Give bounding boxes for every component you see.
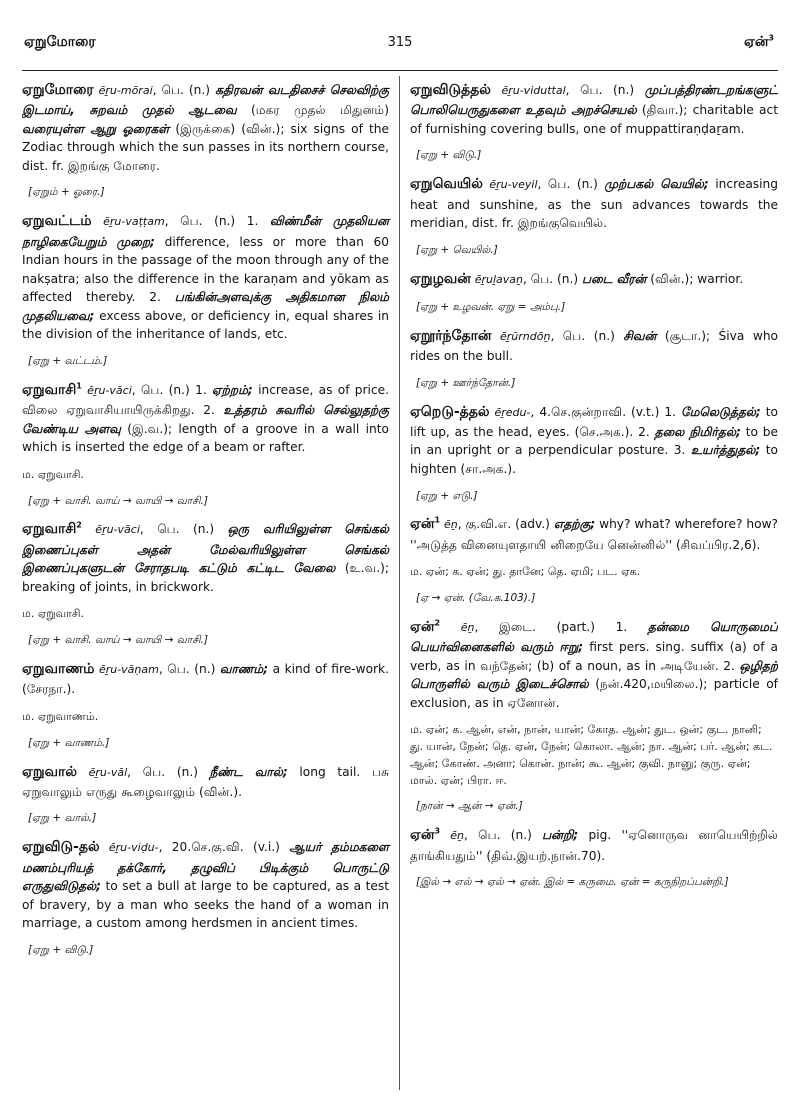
pos: , பெ. (n.)	[464, 828, 543, 843]
etymology: [ஏறு + வாசி. வாய் → வாயி → வாசி.]	[28, 634, 208, 647]
headword-text: ஏன்	[410, 827, 435, 844]
entry	[410, 326, 778, 392]
etymology: [ஏறு + விடு.]	[28, 943, 94, 956]
homonym-number: 1	[76, 381, 82, 391]
cognates: ம. ஏன்; க. ஏன்; து. தானே; தெ. ஏமி; பட. ஏக.	[410, 565, 641, 579]
tamil-sense: சிவன்	[623, 328, 657, 343]
tamil-sense: எதற்கு;	[553, 517, 596, 532]
definition-text: to highten (சா.அக.).	[410, 443, 778, 476]
definition-text: a kind of fire-work. (சேரநா.).	[22, 662, 389, 697]
entry	[22, 837, 389, 958]
headword: ஏறுவாணம்	[22, 661, 95, 678]
pos: , பெ. (n.)	[152, 83, 211, 97]
entry	[410, 174, 778, 258]
transliteration: ēṟu-mōrai	[98, 84, 153, 97]
etymology: [ஏறு + எடு.]	[416, 489, 478, 502]
definition-text: excess above, or deficiency in, equal shares in the division of the inheritance of lands, etc.	[22, 308, 389, 342]
entry	[22, 211, 389, 370]
transliteration: ēṉ	[460, 620, 475, 634]
etymology: [ஏறு + வட்டம்.]	[28, 354, 108, 367]
etymology: [நான் → ஆன் → ஏன்.]	[416, 800, 523, 813]
transliteration: ēṟedu-	[494, 405, 531, 419]
pos: , 20.செ.கு.வி. (v.i.)	[158, 840, 290, 855]
cognates: ம. ஏறுவாசி.	[22, 607, 84, 621]
headword	[22, 382, 82, 398]
entry	[22, 380, 389, 510]
definition-text: (திவா.); charitable act of furnishing covering bulls, one of muppattiraṇḍaṟam.	[410, 103, 778, 136]
pos: , பெ. (n.)	[523, 271, 583, 286]
left-column	[22, 76, 400, 1090]
transliteration: ēṉ	[443, 518, 458, 532]
tamil-sense: ஏற்றம்;	[212, 382, 253, 397]
tamil-sense: பங்கின்அளவுக்கு அதிகமான நிலம் முதலியவை;	[22, 290, 389, 323]
definition-text: to lift up, as the head, eyes. (செ.அக.). 2.	[410, 404, 778, 439]
definition-text: (இருக்கை) (வின்.); six signs of the Zodiac through which the sun passes in its northern course, dist. fr. இறங்கு மோரை.	[22, 121, 389, 173]
definition-text: (சூடா.); Śiva who rides on the bull.	[410, 328, 778, 364]
definition-text: increase, as of price. விலை ஏறுவாசியாயிருக்கிறது. 2.	[22, 382, 389, 418]
transliteration: ēṟu-vāci	[87, 383, 132, 397]
headword	[410, 827, 440, 843]
tamil-sense: உயர்த்துதல்;	[690, 443, 761, 458]
etymology: [ஏறு + விடு.]	[416, 149, 482, 162]
tamil-sense: வரையுள்ள ஆறு ஓரைகள்	[22, 121, 170, 136]
tamil-sense: தலை நிமிர்தல்;	[654, 424, 741, 439]
transliteration: ēṟu-veyil	[489, 178, 538, 192]
entry	[22, 80, 389, 201]
pos: , இடை. (part.) 1.	[474, 619, 648, 634]
entry	[22, 519, 389, 649]
transliteration: ēṟu-vāci	[95, 523, 140, 537]
tamil-sense: முப்பத்திரண்டறங்களுட் பொலியெருதுகளை உதவும் அறச்செயல்	[410, 83, 778, 118]
tamil-sense: உத்தரம் சுவரில் செல்லுதற்கு வேண்டிய அளவு	[22, 403, 389, 436]
tamil-sense: விண்மீன் முதலியன நாழிகையேறும் முறை;	[22, 214, 389, 249]
headword	[22, 521, 82, 537]
etymology: [ஏறு + வாணம்.]	[28, 736, 110, 749]
headword: ஏறுவால்	[22, 763, 77, 780]
homonym-number: 2	[76, 520, 82, 530]
transliteration: ēṟuḻavaṉ	[474, 272, 523, 286]
definition-text: long tail. பசு ஏறுவாலும் எருது கூழைவாலும் (வின்.).	[22, 764, 389, 799]
tamil-sense: கதிரவன் வடதிசைச் செலவிற்கு இடமாய், சுறவம் முதல் ஆடவை	[22, 83, 390, 118]
pos: , பெ. (n.)	[127, 764, 210, 779]
page-header	[22, 24, 778, 58]
transliteration: ēṟu-viduttal	[501, 84, 566, 97]
entry	[22, 762, 389, 828]
cognates: ம. ஏன்; க. ஆன், என், நான், யான்; கோத. ஆன்; துட. ஒன்; குட. நானி; து. யான், நேன்; தெ. ஏன், நேன்; கொலா. ஆன்; நா. ஆன்; பர். ஆன்; கட. ஆன்; கோண். அனா; கொன். நான்; கூ. ஆன்; குவி. நானு; குரு. ஏன்; மால். ஏன்; பிரா. ஈ.	[410, 723, 773, 787]
pos: , பெ. (n.)	[158, 662, 220, 677]
headword: ஏறெடு-த்தல்	[410, 403, 490, 420]
tamil-sense: ஒரு வரியிலுள்ள செங்கல் இணைப்புகள் அதன் மேல்வரியிலுள்ள செங்கல் இணைப்புகளுடன் சேராதபடி கட்டும் கட்டிட வேலை	[22, 522, 390, 576]
etymology: [ஏறு + ஊர்ந்தோன்.]	[416, 376, 516, 389]
pos: , கு.வி.எ. (adv.)	[457, 517, 554, 532]
cognates: ம. ஏறுவாசி.	[22, 467, 84, 481]
tamil-sense: நீண்ட வால்;	[209, 764, 288, 779]
header-right-word: ஏன்	[743, 34, 769, 50]
entry	[410, 402, 778, 505]
tamil-sense: வாணம்;	[219, 662, 269, 677]
pos: , 4.செ.குன்றாவி. (v.t.) 1.	[530, 404, 681, 419]
headword-text: ஏன்	[410, 516, 435, 533]
headword: ஏறுழவன்	[410, 270, 471, 287]
definition-text: first pers. sing. suffix (a) of a verb, as in வந்தேன்; (b) of a noun, as in அடியேன். 2.	[410, 640, 778, 673]
definition-text: why? what? wherefore? how? ''அடுத்த வினையுளதாயி னிறையே னென்னில்'' (சிவப்பிர.2,6).	[410, 517, 778, 552]
definition-text: increasing heat and sunshine, as the sun advances towards the meridian, dist. fr. இறங்குவெயில்.	[410, 177, 778, 231]
etymology: [ஏறு + வால்.]	[28, 812, 97, 825]
headword: ஏறுவெயில்	[410, 176, 483, 193]
headword	[410, 516, 440, 532]
definition-text: to set a bull at large to be captured, as a test of bravery, by a man who seeks the hand of a woman in marriage, a custom among herdsmen in ancient times.	[22, 879, 389, 931]
pos: , பெ. (n.) 1.	[164, 214, 270, 229]
entry	[410, 269, 778, 316]
transliteration: ēṟu-vāṇam	[98, 663, 159, 677]
tamil-sense: ஒழிதற் பொருளில் வரும் இடைச்சொல்	[410, 658, 778, 692]
definition-text: difference, less or more than 60 Indian hours in the passage of the moon through any of the nakṣatra; also the difference in the karaṇam and yōkam as affected thereby. 2.	[22, 234, 390, 305]
tamil-sense: பன்றி;	[542, 828, 579, 843]
headword-text: ஏறுவாசி	[22, 521, 77, 538]
headword-text: ஏறுவாசி	[22, 381, 77, 398]
etymology: [இல் → எல் → ஏல் → ஏன். இல் = கருமை. ஏன் = கருநிறப்பன்றி.]	[416, 876, 729, 889]
definition-text: pig. ''ஏனொருவ னாயெயிற்றில் தாங்கியதும்'' (திவ்.இயற்.நான்.70).	[410, 828, 778, 863]
right-column	[400, 76, 778, 1090]
headword	[410, 619, 440, 635]
etymology: [ஏறு + வாசி. வாய் → வாயி → வாசி.]	[28, 494, 208, 507]
etymology: [ஏறு + வெயில்.]	[416, 243, 498, 256]
tamil-sense: படை வீரன்	[582, 271, 647, 286]
pos: , பெ. (n.) 1.	[131, 382, 213, 397]
homonym-number: 1	[434, 515, 441, 525]
headword: ஏறுமோரை	[22, 82, 94, 98]
entry	[410, 617, 778, 815]
transliteration: ēṟūrndōṉ	[499, 329, 551, 343]
definition-text: to be in an upright or a perpendicular posture. 3.	[410, 424, 778, 458]
headword-text: ஏன்	[410, 618, 435, 635]
transliteration: ēṉ	[450, 829, 465, 843]
entry	[410, 825, 778, 891]
header-right-sup: 3	[768, 33, 774, 43]
pos: , பெ. (n.)	[565, 83, 645, 97]
transliteration: ēṟu-viḍu-	[108, 841, 159, 855]
tamil-sense: தன்மை யொருமைப் பெயர்வினைகளில் வரும் ஈறு;	[410, 619, 778, 655]
etymology: [ஏ → ஏன். (வே.க.103).]	[416, 592, 536, 604]
entry-columns	[22, 76, 778, 1090]
entry	[410, 80, 778, 164]
pos: , பெ. (n.)	[139, 522, 228, 537]
headword: ஏறுவிடு-தல்	[22, 839, 100, 856]
headword: ஏறுவிடுத்தல்	[410, 82, 491, 98]
definition-text: (இ.வ.); length of a groove in a wall into which is inserted the edge of a beam or rafter.	[22, 421, 389, 455]
header-right-guide-word	[744, 32, 774, 53]
tamil-sense: மேலெடுத்தல்;	[680, 404, 761, 419]
etymology: [ஏறும் + ஓரை.]	[28, 186, 105, 199]
header-divider	[22, 70, 778, 71]
definition-text: (மகர முதல் மிதுனம்)	[236, 103, 389, 118]
tamil-sense: முற்பகல் வெயில்;	[604, 177, 709, 192]
headword: ஏறுவட்டம்	[22, 213, 92, 230]
transliteration: ēṟu-vaṭṭam	[103, 215, 165, 229]
pos: , பெ. (n.)	[550, 328, 624, 343]
cognates: ம. ஏறுவாணம்.	[22, 709, 99, 723]
definition-text: (உ.வ.); breaking of joints, in brickwork.	[22, 561, 389, 594]
entry	[22, 659, 389, 751]
pos: , பெ. (n.)	[537, 177, 605, 192]
etymology: [ஏறு + உழவன். ஏறு = அம்பு.]	[416, 300, 566, 313]
tamil-sense: ஆயர் தம்மகளை மணம்புரியத் தக்கோர், தழுவிப் பிடிக்கும் பொருட்டு எருதுவிடுதல்;	[22, 840, 389, 894]
page-number: 315	[387, 35, 413, 50]
headword: ஏறூர்ந்தோன்	[410, 327, 492, 344]
homonym-number: 2	[434, 618, 441, 628]
entry	[410, 514, 778, 606]
definition-text: (நன்.420,மயிலை.); particle of exclusion, as in ஏனோன்.	[410, 677, 778, 710]
homonym-number: 3	[434, 826, 441, 836]
header-left-guide-word: ஏறுமோரை	[24, 34, 96, 50]
transliteration: ēṟu-vāl	[88, 765, 128, 779]
definition-text: (வின்.); warrior.	[646, 271, 744, 286]
